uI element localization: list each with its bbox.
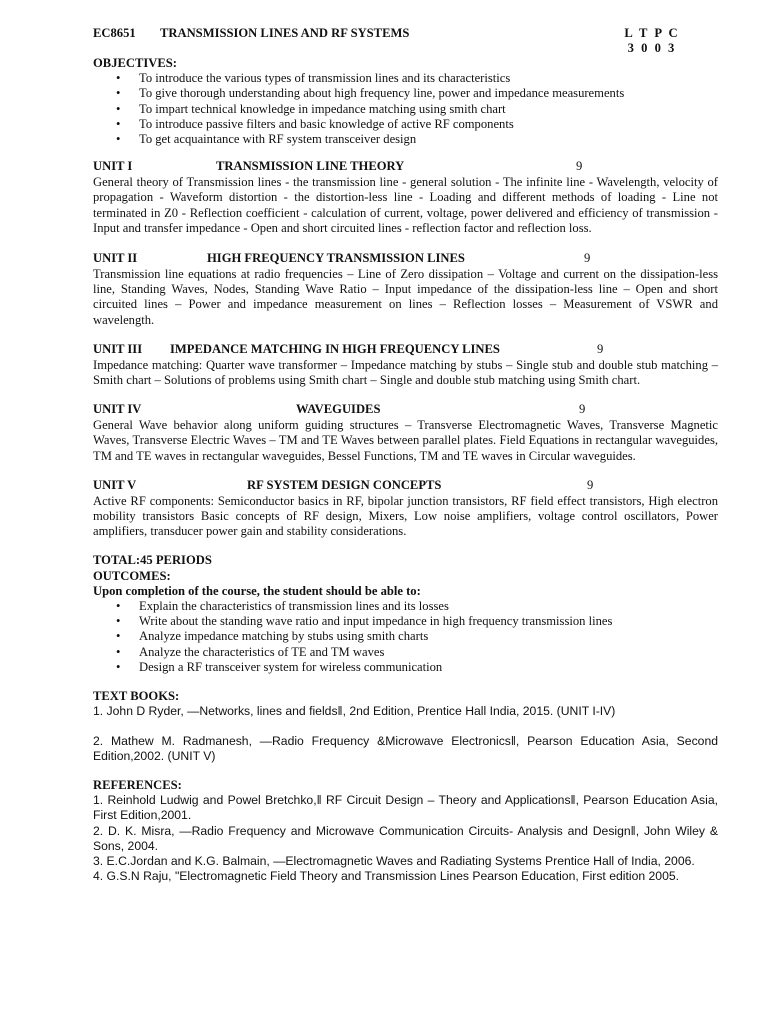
unit-title: IMPEDANCE MATCHING IN HIGH FREQUENCY LINES [170,341,500,356]
unit-title: RF SYSTEM DESIGN CONCEPTS [247,477,442,492]
list-item: • Explain the characteristics of transmission lines and its losses [93,599,718,614]
ltpc-credits: 3 0 0 3 [627,41,677,56]
reference-item: 3. E.C.Jordan and K.G. Balmain, ―Electromagnetic Waves and Radiating Systems Prentice Hall of India, 2006. [93,853,695,868]
reference-item: 4. G.S.N Raju, "Electromagnetic Field Theory and Transmission Lines Pearson Education, First edition 2005. [93,869,680,884]
unit-body: Active RF components: Semiconductor basics in RF, bipolar junction transistors, RF field effect transistors, High electron mobility transistors Basic concepts of RF design, Mixers, Low noise amplifiers, voltage control oscillators, Power amplifiers, transducer power gain and stability considerations. [93,493,718,539]
outcomes-heading: OUTCOMES: [93,568,171,583]
unit-label: UNIT II [93,251,138,266]
textbook-item: 1. John D Ryder, ―Networks, lines and fields‖, 2nd Edition, Prentice Hall India, 2015. (UNIT I-IV) [93,704,616,719]
list-item: • To impart technical knowledge in impedance matching using smith chart [93,102,718,117]
unit-3 [93,342,718,388]
reference-item: 1. Reinhold Ludwig and Powel Bretchko,‖ RF Circuit Design – Theory and Applications‖, Pearson Education Asia, First Edition,2001. [93,793,718,823]
references-section [93,778,718,884]
unit-2 [93,251,718,328]
unit-heading [93,478,718,494]
textbooks-section [93,689,718,764]
objectives-heading: OBJECTIVES: [93,56,177,70]
unit-label: UNIT I [93,159,133,174]
references-heading: REFERENCES: [93,777,182,792]
unit-hours: 9 [587,477,594,492]
objectives-list [93,71,718,147]
list-item: • Write about the standing wave ratio and input impedance in high frequency transmission lines [93,614,718,629]
list-item: • To introduce the various types of transmission lines and its characteristics [93,71,718,86]
textbook-item: 2. Mathew M. Radmanesh, ―Radio Frequency &Microwave Electronics‖, Pearson Education Asia, Second Edition,2002. (UNIT V) [93,733,718,763]
unit-heading [93,159,718,175]
unit-hours: 9 [584,251,591,266]
unit-hours: 9 [579,402,586,417]
objectives-section [93,56,718,147]
unit-label: UNIT III [93,341,143,356]
ltpc-block [622,26,682,56]
total-periods: TOTAL:45 PERIODS [93,553,212,568]
unit-body: Impedance matching: Quarter wave transformer – Impedance matching by stubs – Single stub and double stub matching – Smith chart – Solutions of problems using Smith chart – Single and double stub matching using Smith chart. [93,357,718,388]
unit-title: TRANSMISSION LINE THEORY [216,159,405,174]
reference-item: 2. D. K. Misra, ―Radio Frequency and Microwave Communication Circuits- Analysis and Design‖, John Wiley & Sons, 2004. [93,823,718,853]
outcomes-list [93,599,718,675]
ltpc-label: L T P C [624,26,680,40]
unit-heading [93,251,718,267]
course-code: EC8651 [93,26,136,40]
unit-body: Transmission line equations at radio frequencies – Line of Zero dissipation – Voltage and current on the dissipation-less line, Standing Waves, Nodes, Standing Wave Ratio – Input impedance of the dissipation-less line – Open and short circuited lines – Power and impedance measurement on lines – Reflection losses – Measurement of VSWR and wavelength. [93,267,718,327]
outcomes-section [93,553,718,675]
list-item: • To get acquaintance with RF system transceiver design [93,132,718,147]
list-item: • To introduce passive filters and basic knowledge of active RF components [93,117,718,132]
course-title: TRANSMISSION LINES AND RF SYSTEMS [160,26,410,40]
unit-hours: 9 [576,159,583,174]
unit-label: UNIT IV [93,402,142,417]
unit-5 [93,478,718,540]
unit-label: UNIT V [93,477,137,492]
unit-body: General theory of Transmission lines - the transmission line - general solution - The infinite line - Wavelength, velocity of propagation - Waveform distortion - the distortion-less line - Loading and different methods of loading - Line not terminated in Z0 - Reflection coefficient - calculation of current, voltage, power delivered and efficiency of transmission - Input and transfer impedance - Open and short circuited lines - reflection factor and reflection loss. [93,175,718,235]
unit-heading [93,342,718,358]
course-header [93,26,718,56]
list-item: • To give thorough understanding about high frequency line, power and impedance measurements [93,86,718,101]
unit-hours: 9 [597,341,604,356]
list-item: • Design a RF transceiver system for wireless communication [93,660,718,675]
textbooks-heading: TEXT BOOKS: [93,689,180,704]
outcomes-lead: Upon completion of the course, the student should be able to: [93,583,421,598]
unit-title: HIGH FREQUENCY TRANSMISSION LINES [207,251,465,266]
list-item: • Analyze impedance matching by stubs using smith charts [93,629,718,644]
syllabus-page [93,26,718,884]
list-item: • Analyze the characteristics of TE and TM waves [93,645,718,660]
unit-4 [93,402,718,464]
unit-heading [93,402,718,418]
unit-1 [93,159,718,236]
unit-body: General Wave behavior along uniform guiding structures – Transverse Electromagnetic Waves, Transverse Magnetic Waves, Transverse Electric Waves – TM and TE Waves between parallel plates. Field Equations in rectangular waveguides, TM and TE waves in rectangular waveguides, Bessel Functions, TM and TE waves in Circular waveguides. [93,418,718,463]
unit-title: WAVEGUIDES [296,402,381,417]
